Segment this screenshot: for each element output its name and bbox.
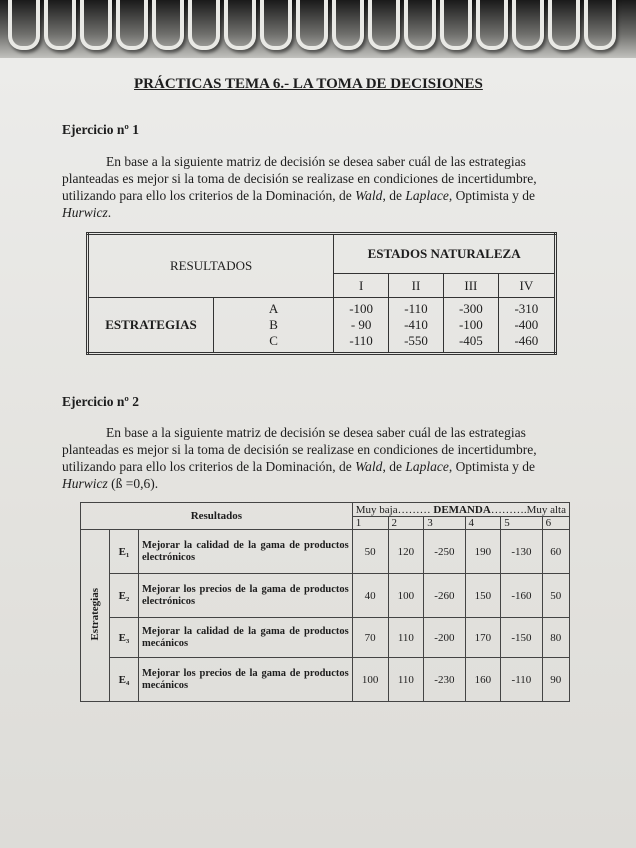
strategy-code: E₄	[110, 658, 139, 702]
resultados-header: Resultados	[81, 503, 353, 530]
strategy-code: E₃	[110, 618, 139, 658]
payoff-cell: 70	[352, 618, 388, 658]
col-values: -110 -410 -550	[389, 298, 444, 354]
col-values: -100 - 90 -110	[334, 298, 389, 354]
decision-matrix-1	[86, 232, 557, 355]
demanda-header: Muy baja……… DEMANDA……….Muy alta	[352, 503, 569, 517]
strategy-code: E₂	[110, 574, 139, 618]
col-header: 6	[542, 517, 569, 530]
spiral-binding	[0, 0, 636, 62]
payoff-cell: -160	[501, 574, 542, 618]
estrategias-label: Estrategias	[81, 530, 110, 702]
payoff-cell: -200	[424, 618, 465, 658]
col-header: 4	[465, 517, 501, 530]
payoff-cell: -110	[501, 658, 542, 702]
col-header: II	[389, 274, 444, 298]
exercise-1-heading: Ejercicio nº 1	[62, 122, 139, 137]
document-page	[0, 58, 636, 848]
col-header: III	[443, 274, 498, 298]
payoff-cell: -130	[501, 530, 542, 574]
strategy-description: Mejorar los precios de la gama de productos mecánicos	[139, 658, 353, 702]
estrategias-label: ESTRATEGIAS	[88, 298, 214, 354]
strategy-description: Mejorar la calidad de la gama de productos electrónicos	[139, 530, 353, 574]
payoff-cell: -250	[424, 530, 465, 574]
col-header: IV	[498, 274, 555, 298]
payoff-cell: 50	[352, 530, 388, 574]
strategy-code: E₁	[110, 530, 139, 574]
payoff-cell: 110	[388, 658, 424, 702]
payoff-cell: 90	[542, 658, 569, 702]
payoff-cell: 150	[465, 574, 501, 618]
payoff-cell: 170	[465, 618, 501, 658]
exercise-2-heading: Ejercicio nº 2	[62, 394, 139, 409]
payoff-cell: 40	[352, 574, 388, 618]
col-header: I	[334, 274, 389, 298]
col-values: -310 -400 -460	[498, 298, 555, 354]
col-header: 5	[501, 517, 542, 530]
strategy-description: Mejorar los precios de la gama de productos electrónicos	[139, 574, 353, 618]
payoff-cell: 190	[465, 530, 501, 574]
col-values: -300 -100 -405	[443, 298, 498, 354]
page-title: PRÁCTICAS TEMA 6.- LA TOMA DE DECISIONES	[134, 76, 483, 92]
payoff-cell: -150	[501, 618, 542, 658]
payoff-cell: -230	[424, 658, 465, 702]
decision-matrix-2	[80, 502, 570, 702]
payoff-cell: 80	[542, 618, 569, 658]
col-header: 1	[352, 517, 388, 530]
col-header: 2	[388, 517, 424, 530]
payoff-cell: -260	[424, 574, 465, 618]
payoff-cell: 160	[465, 658, 501, 702]
exercise-2-text: En base a la siguiente matriz de decisión se desea saber cuál de las estrategias planteadas es mejor si la toma de decisión se realizase en condiciones de incertidumbre, utilizando para ello los criterios de la Dominación, de Wald, de Laplace, Optimista y de Hurwicz (ß =0,6).	[62, 425, 537, 491]
col-header: 3	[424, 517, 465, 530]
strategy-description: Mejorar la calidad de la gama de productos mecánicos	[139, 618, 353, 658]
exercise-1-text: En base a la siguiente matriz de decisión se desea saber cuál de las estrategias planteadas es mejor si la toma de decisión se realizase en condiciones de incertidumbre, utilizando para ello los criterios de la Dominación, de Wald, de Laplace, Optimista y de Hurwicz.	[62, 154, 537, 220]
payoff-cell: 100	[388, 574, 424, 618]
estados-header: ESTADOS NATURALEZA	[334, 234, 556, 274]
payoff-cell: 100	[352, 658, 388, 702]
resultados-header: RESULTADOS	[88, 234, 334, 298]
payoff-cell: 60	[542, 530, 569, 574]
payoff-cell: 120	[388, 530, 424, 574]
row-labels: A B C	[214, 298, 334, 354]
payoff-cell: 50	[542, 574, 569, 618]
payoff-cell: 110	[388, 618, 424, 658]
